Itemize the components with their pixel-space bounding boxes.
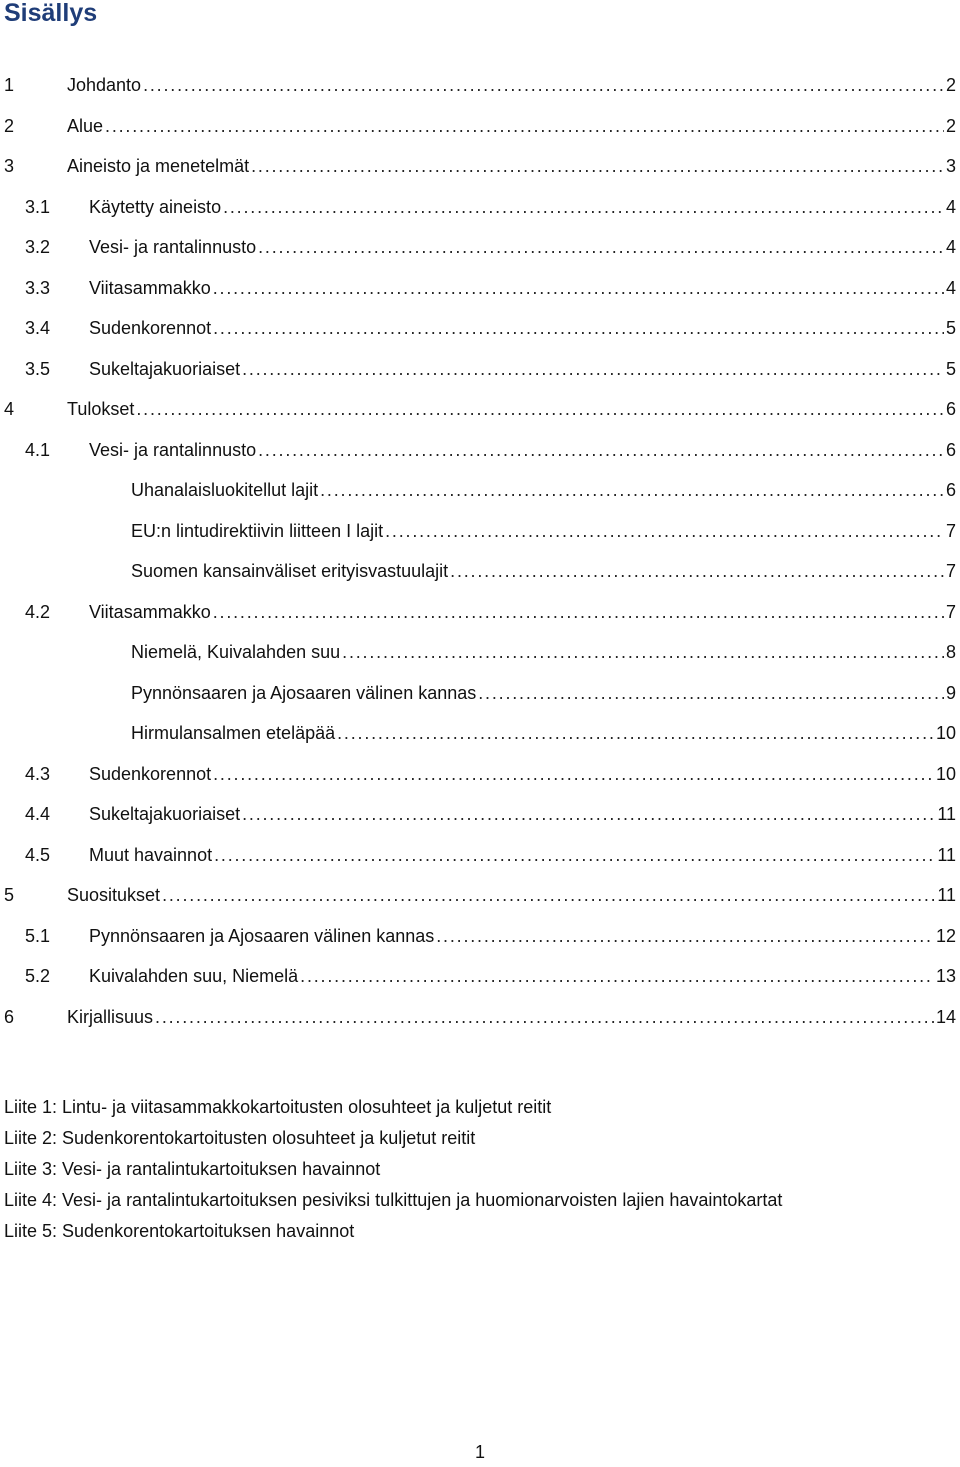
toc-entry[interactable]	[0, 511, 960, 551]
toc-entry-number: 4.5	[25, 844, 51, 865]
toc-entry-page: 13	[935, 966, 956, 986]
toc-dot-leader	[162, 875, 935, 915]
toc-entry-title: Aineisto ja menetelmät	[67, 156, 250, 176]
toc-entry-title: Viitasammakko	[89, 601, 211, 622]
toc-entry-number: 2	[4, 115, 15, 136]
appendix-list	[4, 1092, 954, 1247]
toc-entry[interactable]	[0, 875, 960, 915]
toc-entry-page: 3	[945, 156, 956, 176]
toc-entry-title: Käytetty aineisto	[89, 196, 222, 217]
toc-entry[interactable]	[0, 754, 960, 794]
toc-entry-title: Pynnönsaaren ja Ajosaaren välinen kannas	[131, 682, 477, 703]
toc-entry[interactable]	[0, 551, 960, 591]
toc-entry-title: Uhanalaisluokitellut lajit	[131, 480, 319, 500]
toc-dot-leader	[320, 470, 944, 510]
toc-entry[interactable]	[0, 916, 960, 956]
toc-entry-number: 4.1	[25, 439, 51, 460]
toc-dot-leader	[213, 268, 944, 308]
toc-entry-number: 3.5	[25, 358, 51, 379]
toc-entry-title: Muut havainnot	[89, 844, 213, 865]
toc-entry-title: Sukeltajakuoriaiset	[89, 358, 241, 379]
toc-entry-number: 3.4	[25, 318, 51, 338]
toc-entry-page: 11	[937, 885, 956, 905]
toc-dot-leader	[213, 592, 944, 632]
toc-entry[interactable]	[0, 673, 960, 713]
toc-entry-number: 4	[4, 399, 15, 419]
toc-entry-number: 1	[4, 75, 15, 95]
toc-entry-title: Vesi- ja rantalinnusto	[89, 439, 257, 460]
toc-entry-number: 4.2	[25, 601, 51, 622]
toc-entry-page: 7	[945, 520, 956, 541]
toc-dot-leader	[258, 227, 944, 267]
toc-entry-title: Kuivalahden suu, Niemelä	[89, 966, 299, 986]
toc-entry-number: 3.2	[25, 237, 51, 257]
toc-dot-leader	[258, 430, 944, 470]
toc-dot-leader	[155, 997, 934, 1037]
toc-dot-leader	[251, 146, 944, 186]
toc-entry-title: Vesi- ja rantalinnusto	[89, 237, 257, 257]
toc-entry-title: Suomen kansainväliset erityisvastuulajit	[131, 561, 449, 581]
toc-entry-page: 5	[945, 358, 956, 379]
toc-entry-title: Niemelä, Kuivalahden suu	[131, 642, 341, 662]
toc-entry-page: 11	[937, 804, 956, 824]
toc-entry[interactable]	[0, 227, 960, 267]
toc-entry-page: 10	[935, 723, 956, 743]
toc-entry[interactable]	[0, 592, 960, 632]
toc-entry[interactable]	[0, 956, 960, 996]
appendix-item: Liite 1: Lintu- ja viitasammakkokartoitusten olosuhteet ja kuljetut reitit	[4, 1097, 552, 1117]
toc-dot-leader	[337, 713, 934, 753]
toc-entry-page: 6	[945, 480, 956, 500]
toc-dot-leader	[214, 835, 935, 875]
toc-entry[interactable]	[0, 65, 960, 105]
toc-dot-leader	[478, 673, 944, 713]
toc-dot-leader	[300, 956, 934, 996]
toc-entry-page: 14	[935, 1006, 956, 1027]
toc-entry-number: 6	[4, 1006, 15, 1027]
toc-entry-page: 11	[937, 844, 956, 865]
toc-dot-leader	[143, 65, 944, 105]
toc-entry-page: 7	[945, 601, 956, 622]
toc-entry-title: Alue	[67, 115, 104, 136]
toc-dot-leader	[242, 349, 944, 389]
toc-entry-page: 5	[945, 318, 956, 338]
toc-entry-title: EU:n lintudirektiivin liitteen I lajit	[131, 520, 384, 541]
toc-entry[interactable]	[0, 794, 960, 834]
toc-dot-leader	[213, 754, 934, 794]
toc-entry[interactable]	[0, 187, 960, 227]
toc-dot-leader	[436, 916, 934, 956]
toc-dot-leader	[242, 794, 935, 834]
toc-entry-title: Viitasammakko	[89, 277, 211, 298]
toc-entry-title: Kirjallisuus	[67, 1006, 154, 1027]
toc-entry[interactable]	[0, 389, 960, 429]
toc-entry[interactable]	[0, 997, 960, 1037]
toc-entry[interactable]	[0, 146, 960, 186]
toc-dot-leader	[342, 632, 944, 672]
toc-entry-page: 4	[945, 237, 956, 257]
toc-entry[interactable]	[0, 268, 960, 308]
toc-dot-leader	[385, 511, 944, 551]
toc-entry[interactable]	[0, 713, 960, 753]
toc-entry-number: 3.3	[25, 277, 51, 298]
toc-entry-number: 4.4	[25, 804, 51, 824]
toc-entry-page: 8	[945, 642, 956, 662]
toc-entry[interactable]	[0, 106, 960, 146]
toc-entry-page: 7	[945, 561, 956, 581]
toc-entry-page: 6	[945, 399, 956, 419]
appendix-item: Liite 4: Vesi- ja rantalintukartoituksen pesiviksi tulkittujen ja huomionarvoisten lajien havaintokartat	[4, 1190, 783, 1210]
toc-entry-page: 12	[935, 925, 956, 946]
toc-entry-page: 2	[945, 115, 956, 136]
toc-entry-page: 6	[945, 439, 956, 460]
toc-dot-leader	[223, 187, 944, 227]
toc-entry[interactable]	[0, 349, 960, 389]
toc-entry-number: 5	[4, 885, 15, 905]
toc-entry-page: 10	[935, 763, 956, 784]
toc-dot-leader	[213, 308, 944, 348]
toc-entry-title: Sudenkorennot	[89, 763, 212, 784]
toc-entry-page: 2	[945, 75, 956, 95]
toc-entry-title: Sukeltajakuoriaiset	[89, 804, 241, 824]
toc-entry-title: Tulokset	[67, 399, 135, 419]
page-title: Sisällys	[4, 0, 98, 27]
toc-entry[interactable]	[0, 430, 960, 470]
toc-entry-title: Sudenkorennot	[89, 318, 212, 338]
toc-dot-leader	[450, 551, 944, 591]
toc-entry-page: 4	[945, 196, 956, 217]
toc-entry[interactable]	[0, 632, 960, 672]
toc-entry-number: 5.1	[25, 925, 51, 946]
toc-entry-number: 3	[4, 156, 15, 176]
appendix-item: Liite 5: Sudenkorentokartoituksen havainnot	[4, 1221, 355, 1241]
toc-entry-number: 3.1	[25, 196, 51, 217]
toc-entry[interactable]	[0, 470, 960, 510]
toc-entry-title: Pynnönsaaren ja Ajosaaren välinen kannas	[89, 925, 435, 946]
appendix-item: Liite 3: Vesi- ja rantalintukartoituksen havainnot	[4, 1159, 381, 1179]
toc-entry-title: Suositukset	[67, 885, 161, 905]
page-number: 1	[474, 1442, 485, 1462]
toc-dot-leader	[105, 106, 944, 146]
toc-entry-title: Johdanto	[67, 75, 142, 95]
toc-entry-number: 5.2	[25, 966, 51, 986]
toc-entry[interactable]	[0, 308, 960, 348]
toc-entry-page: 4	[945, 277, 956, 298]
toc-entry-title: Hirmulansalmen eteläpää	[131, 723, 336, 743]
toc-entry-page: 9	[945, 682, 956, 703]
toc-entry-number: 4.3	[25, 763, 51, 784]
appendix-item: Liite 2: Sudenkorentokartoitusten olosuhteet ja kuljetut reitit	[4, 1128, 476, 1148]
toc-entry[interactable]	[0, 835, 960, 875]
toc-dot-leader	[136, 389, 944, 429]
